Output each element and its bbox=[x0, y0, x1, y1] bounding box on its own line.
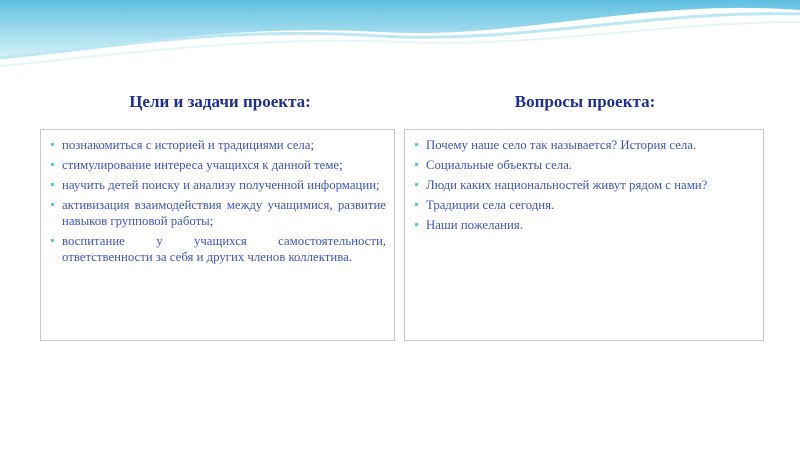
bullet-icon bbox=[415, 203, 418, 206]
list-item: стимулирование интереса учащихся к данной теме; bbox=[49, 157, 386, 173]
bullet-icon bbox=[51, 239, 54, 242]
goals-heading: Цели и задачи проекта: bbox=[129, 92, 311, 111]
bullet-icon bbox=[51, 183, 54, 186]
questions-heading: Вопросы проекта: bbox=[514, 92, 656, 111]
list-item: Традиции села сегодня. bbox=[413, 197, 755, 213]
bullet-icon bbox=[51, 163, 54, 166]
bullet-icon bbox=[415, 183, 418, 186]
bullet-icon bbox=[51, 143, 54, 146]
bullet-icon bbox=[415, 223, 418, 226]
bullet-icon bbox=[415, 143, 418, 146]
goals-list bbox=[41, 130, 394, 265]
questions-panel bbox=[404, 129, 764, 341]
list-item: Социальные объекты села. bbox=[413, 157, 755, 173]
list-item: Люди каких национальностей живут рядом с нами? bbox=[413, 177, 755, 193]
goals-panel bbox=[40, 129, 395, 341]
questions-list bbox=[405, 130, 763, 233]
list-item: активизация взаимодействия между учащимися, развитие навыков групповой работы; bbox=[49, 197, 386, 229]
bullet-icon bbox=[51, 203, 54, 206]
bullet-icon bbox=[415, 163, 418, 166]
list-item: Почему наше село так называется? История села. bbox=[413, 137, 755, 153]
list-item: научить детей поиску и анализу полученной информации; bbox=[49, 177, 386, 193]
list-item: Наши пожелания. bbox=[413, 217, 755, 233]
list-item: воспитание у учащихся самостоятельности, ответственности за себя и других членов коллектива. bbox=[49, 233, 386, 265]
list-item: познакомиться с историей и традициями села; bbox=[49, 137, 386, 153]
decorative-wave bbox=[0, 0, 800, 80]
